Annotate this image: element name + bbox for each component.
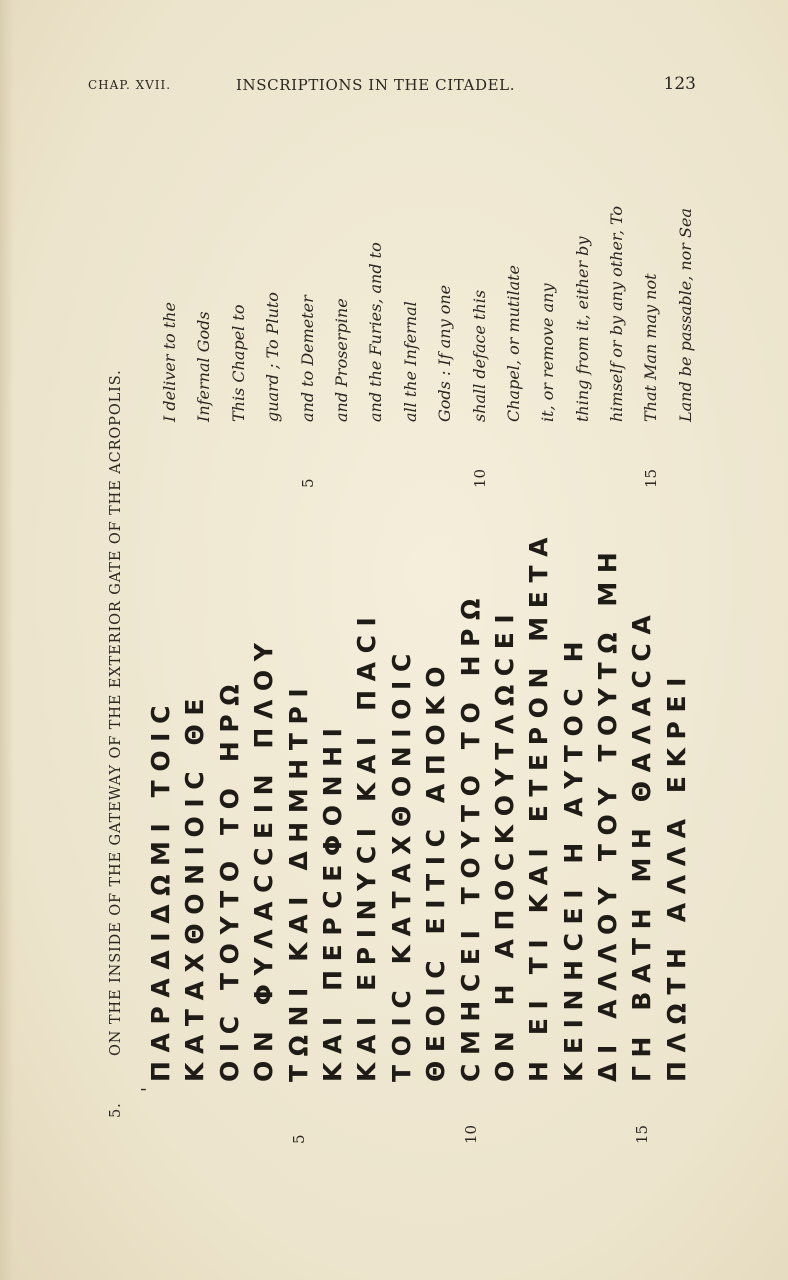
line-text: and Proserpine [331,298,351,422]
greek-line [385,522,419,1082]
greek-line [178,522,212,1082]
line-text: Land be passable, nor Sea [675,208,695,422]
line-text: This Chapel to [228,304,248,422]
english-line [153,92,187,422]
page-edge-shadow [0,0,14,1280]
english-line [531,92,565,422]
greek-line [454,522,488,1144]
line-text: and the Furies, and to [366,242,386,422]
opening-mark: ' [138,1087,159,1092]
line-text: ΟΙϹ ΤΟΥΤΟ ΤΟ ΗΡΩ [214,675,244,1082]
english-translation [153,92,703,488]
english-line [669,92,703,422]
line-text: Infernal Gods [194,311,214,422]
line-number: 5 [298,478,317,488]
line-text: Gods : If any one [435,284,455,422]
greek-line [282,522,316,1144]
greek-line [419,522,453,1082]
line-text: all the Infernal [400,301,420,422]
english-line [497,92,531,422]
line-text: himself or by any other, To [607,205,627,422]
greek-line [591,522,625,1082]
greek-inscription [138,522,694,1144]
line-number: 15 [633,1124,652,1144]
greek-line [488,522,522,1082]
line-text: ΓΗ ΒΑΤΗ ΜΗ ΘΑΛΑϹϹΑ [627,606,657,1082]
line-text: ΟΝ Η ΑΠΟϹΚΟΥΤΛΩϹΕΙ [489,605,519,1082]
english-line [634,92,668,488]
greek-line [522,522,556,1082]
page-number: 123 [663,74,696,94]
line-text: ΔΙ ΑΛΛΟΥ ΤΟΥ ΤΟΥΤΩ ΜΗ [593,543,623,1082]
greek-line [625,522,659,1144]
line-text: ΤΩΝΙ ΚΑΙ ΔΗΜΗΤΡΙ [283,679,313,1082]
english-line [394,92,428,422]
greek-line [316,522,350,1082]
line-text: I deliver to the [160,302,179,422]
rotated-inscription-block [100,88,700,1144]
line-text: shall deface this [469,289,489,422]
greek-line [557,522,591,1082]
line-number: 5 [289,1134,308,1144]
greek-line [213,522,247,1082]
english-line [256,92,290,422]
english-line [187,92,221,422]
line-text: ΤΟΙϹ ΚΑΤΑΧΘΟΝΙΟΙϹ [386,645,416,1082]
line-number: 10 [470,468,489,488]
english-line [325,92,359,422]
line-number: 15 [642,468,661,488]
line-text: ΠΑΡΑΔΙΔΩΜΙ ΤΟΙϹ [146,696,175,1082]
english-line [291,92,325,488]
running-title: INSCRIPTIONS IN THE CITADEL. [236,76,516,94]
line-text: ΠΛΩΤΗ ΑΛΛΑ ΕΚΡΕΙ [661,668,691,1082]
line-text: and to Demeter [297,295,317,422]
line-text: That Man may not [641,273,661,422]
english-line [566,92,600,422]
section-title: ON THE INSIDE OF THE GATEWAY OF THE EXTERIOR GATE OF THE ACROPOLIS. [108,369,124,1056]
line-text: ΚΑΙ ΕΡΙΝΥϹΙ ΚΑΙ ΠΑϹΙ [352,608,382,1082]
chapter-label: CHAP. XVII. [88,78,172,92]
english-line [428,92,462,422]
line-text: thing from it, either by [572,236,592,422]
line-text: guard ; To Pluto [263,292,283,422]
line-text: ΚΕΙΝΗϹΕΙ Η ΑΥΤΟϹ Η [558,632,588,1082]
english-line [600,92,634,422]
english-line [222,92,256,422]
english-line [463,92,497,488]
line-text: Chapel, or mutilate [503,264,523,422]
greek-line [247,522,281,1082]
greek-line [660,522,694,1082]
line-text: ΘΕΟΙϹ ΕΙΤΙϹ ΑΠΟΚΟ [421,657,451,1082]
greek-line [144,522,178,1082]
line-text: ΟΝ ΦΥΛΑϹϹΕΙΝ ΠΛΟΥ [249,634,279,1082]
line-text: it, or remove any [538,283,558,422]
line-number: 10 [461,1124,480,1144]
section-heading [108,118,124,1118]
line-text: ΚΑΤΑΧΘΟΝΙΟΙϹ ΘΕ [180,689,210,1082]
english-line [359,92,393,422]
line-text: ΚΑΙ ΠΕΡϹΕΦΟΝΗΙ [317,719,347,1082]
line-text: Η ΕΙ ΤΙ ΚΑΙ ΕΤΕΡΟΝ ΜΕΤΑ [524,528,554,1082]
greek-line [350,522,384,1082]
line-text: ϹΜΗϹΕΙ ΤΟΥΤΟ ΤΟ ΗΡΩ [455,590,485,1082]
section-number: 5. [108,1102,124,1118]
